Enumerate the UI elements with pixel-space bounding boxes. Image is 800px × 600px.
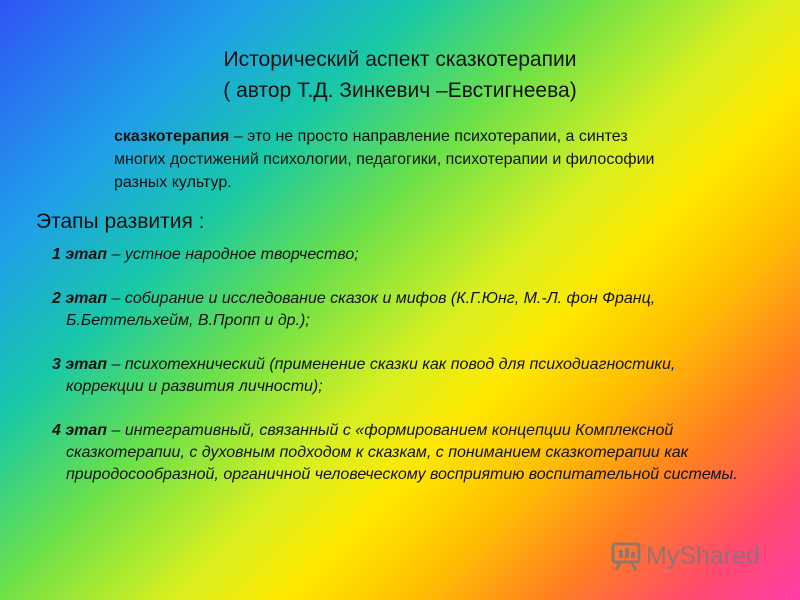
- stage-item: [52, 420, 752, 486]
- stage-text: – психотехнический (применение сказки как повод для психодиагностики, коррекции и развития личности);: [66, 356, 676, 395]
- definition-term: сказкотерапия: [114, 128, 230, 145]
- slide-title: [150, 44, 650, 106]
- title-line-2: ( автор Т.Д. Зинкевич –Евстигнеева): [223, 79, 577, 102]
- stage-text: – интегративный, связанный с «формированием концепции Комплексной сказкотерапии, с духовным подходом к сказкам, с пониманием сказкотерапии как природосообразной, органичной человеческому восприятию воспитательной системы.: [66, 422, 738, 483]
- definition-paragraph: [114, 125, 674, 194]
- watermark-text: MyShared: [646, 541, 760, 570]
- stage-item: [52, 288, 752, 332]
- title-line-1: Исторический аспект сказкотерапии: [223, 48, 577, 71]
- stage-number: 4 этап: [52, 422, 108, 439]
- stage-number: 2 этап: [52, 290, 108, 307]
- definition-text: – это не просто направление психотерапии, а синтез многих достижений психологии, педагогики, психотерапии и философии разных культур.: [114, 128, 655, 191]
- myshared-logo-icon: [610, 541, 642, 571]
- stage-item: [52, 244, 752, 266]
- watermark: [610, 536, 770, 576]
- stages-list: [52, 244, 752, 508]
- stage-text: – собирание и исследование сказок и мифов (К.Г.Юнг, М.-Л. фон Франц, Б.Беттельхейм, В.Пропп и др.);: [66, 290, 656, 329]
- stage-number: 3 этап: [52, 356, 108, 373]
- stage-text: – устное народное творчество;: [107, 246, 359, 263]
- stages-heading: Этапы развития :: [36, 210, 205, 233]
- stage-item: [52, 354, 752, 398]
- stage-number: 1 этап: [52, 246, 108, 263]
